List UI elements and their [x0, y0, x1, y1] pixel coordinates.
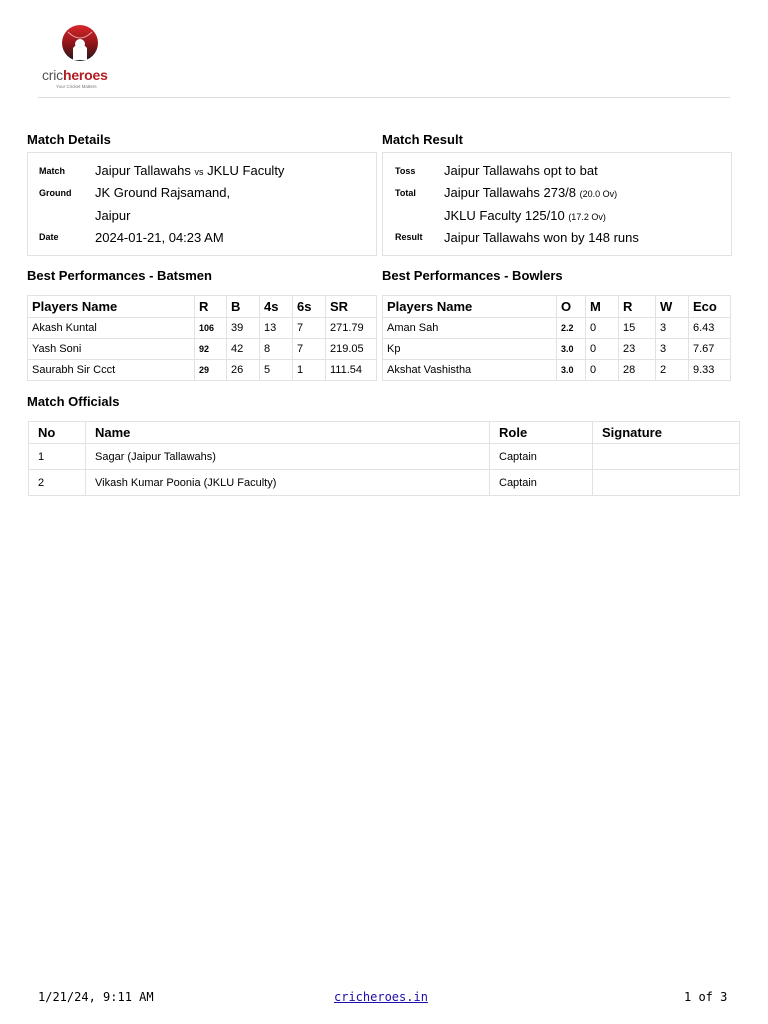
table-row	[28, 318, 377, 339]
officials-table	[28, 421, 740, 496]
footer-link[interactable]: cricheroes.in	[334, 990, 428, 1004]
maidens: 0	[586, 318, 619, 339]
table-row	[383, 339, 731, 360]
result-value: Jaipur Tallawahs won by 148 runs	[444, 230, 639, 245]
fours: 5	[260, 360, 293, 381]
toss-value: Jaipur Tallawahs opt to bat	[444, 163, 598, 178]
runs: 28	[619, 360, 656, 381]
col-sixes: 6s	[293, 296, 326, 318]
table-row	[383, 318, 731, 339]
match-result-title: Match Result	[382, 132, 463, 147]
officials-header-row	[29, 422, 740, 444]
official-no: 1	[29, 444, 86, 470]
runs: 23	[619, 339, 656, 360]
table-row	[383, 360, 731, 381]
player-name: Akshat Vashistha	[383, 360, 557, 381]
economy: 9.33	[689, 360, 731, 381]
batsmen-table	[27, 295, 377, 381]
col-no: No	[29, 422, 86, 444]
match-details-box	[27, 152, 377, 256]
table-row	[29, 470, 740, 496]
cricheroes-logo	[42, 24, 122, 92]
player-name: Yash Soni	[28, 339, 195, 360]
balls: 26	[227, 360, 260, 381]
official-name: Vikash Kumar Poonia (JKLU Faculty)	[86, 470, 490, 496]
runs: 106	[195, 318, 227, 339]
ground-value: JK Ground Rajsamand,	[95, 185, 231, 200]
match-details-title: Match Details	[27, 132, 111, 147]
strike-rate: 219.05	[326, 339, 377, 360]
runs: 15	[619, 318, 656, 339]
ground-label: Ground	[39, 188, 72, 198]
officials-title: Match Officials	[27, 394, 120, 409]
col-runs: R	[619, 296, 656, 318]
table-row	[28, 339, 377, 360]
toss-label: Toss	[395, 166, 416, 176]
player-name: Aman Sah	[383, 318, 557, 339]
bowlers-table	[382, 295, 731, 381]
date-label: Date	[39, 232, 59, 242]
strike-rate: 111.54	[326, 360, 377, 381]
runs: 29	[195, 360, 227, 381]
fours: 13	[260, 318, 293, 339]
batsmen-header-row	[28, 296, 377, 318]
ground-city: Jaipur	[95, 208, 131, 223]
col-economy: Eco	[689, 296, 731, 318]
official-no: 2	[29, 470, 86, 496]
col-players-name: Players Name	[383, 296, 557, 318]
strike-rate: 271.79	[326, 318, 377, 339]
fours: 8	[260, 339, 293, 360]
col-balls: B	[227, 296, 260, 318]
bowlers-title: Best Performances - Bowlers	[382, 268, 563, 283]
batsmen-title: Best Performances - Batsmen	[27, 268, 212, 283]
match-teams: Jaipur Tallawahs vs JKLU Faculty	[95, 163, 285, 178]
player-name: Saurabh Sir Ccct	[28, 360, 195, 381]
wickets: 3	[656, 318, 689, 339]
sixes: 7	[293, 339, 326, 360]
sixes: 7	[293, 318, 326, 339]
official-role: Captain	[490, 470, 593, 496]
economy: 7.67	[689, 339, 731, 360]
wickets: 2	[656, 360, 689, 381]
col-name: Name	[86, 422, 490, 444]
result-label: Result	[395, 232, 423, 242]
official-name: Sagar (Jaipur Tallawahs)	[86, 444, 490, 470]
match-label: Match	[39, 166, 66, 176]
player-name: Akash Kuntal	[28, 318, 195, 339]
overs: 2.2	[557, 318, 586, 339]
total-label: Total	[395, 188, 416, 198]
header-divider	[38, 97, 730, 98]
col-role: Role	[490, 422, 593, 444]
player-name: Kp	[383, 339, 557, 360]
balls: 39	[227, 318, 260, 339]
date-value: 2024-01-21, 04:23 AM	[95, 230, 224, 245]
match-result-box	[382, 152, 732, 256]
col-runs: R	[195, 296, 227, 318]
runs: 92	[195, 339, 227, 360]
economy: 6.43	[689, 318, 731, 339]
brand-name: cricheroes	[42, 67, 108, 83]
official-signature	[593, 470, 740, 496]
bowlers-header-row	[383, 296, 731, 318]
col-fours: 4s	[260, 296, 293, 318]
col-players-name: Players Name	[28, 296, 195, 318]
col-signature: Signature	[593, 422, 740, 444]
col-strike-rate: SR	[326, 296, 377, 318]
total-team1: Jaipur Tallawahs 273/8 (20.0 Ov)	[444, 185, 618, 200]
footer-link-wrap	[334, 990, 428, 1004]
brand-tagline: Your Cricket Matters	[56, 84, 97, 89]
table-row	[29, 444, 740, 470]
overs: 3.0	[557, 339, 586, 360]
cricket-ball-icon	[61, 24, 99, 62]
official-role: Captain	[490, 444, 593, 470]
maidens: 0	[586, 339, 619, 360]
total-team2: JKLU Faculty 125/10 (17.2 Ov)	[444, 208, 606, 223]
col-maidens: M	[586, 296, 619, 318]
sixes: 1	[293, 360, 326, 381]
table-row	[28, 360, 377, 381]
maidens: 0	[586, 360, 619, 381]
wickets: 3	[656, 339, 689, 360]
balls: 42	[227, 339, 260, 360]
footer-page-number: 1 of 3	[684, 990, 728, 1004]
official-signature	[593, 444, 740, 470]
overs: 3.0	[557, 360, 586, 381]
col-wickets: W	[656, 296, 689, 318]
footer-datetime: 1/21/24, 9:11 AM	[38, 990, 154, 1004]
col-overs: O	[557, 296, 586, 318]
